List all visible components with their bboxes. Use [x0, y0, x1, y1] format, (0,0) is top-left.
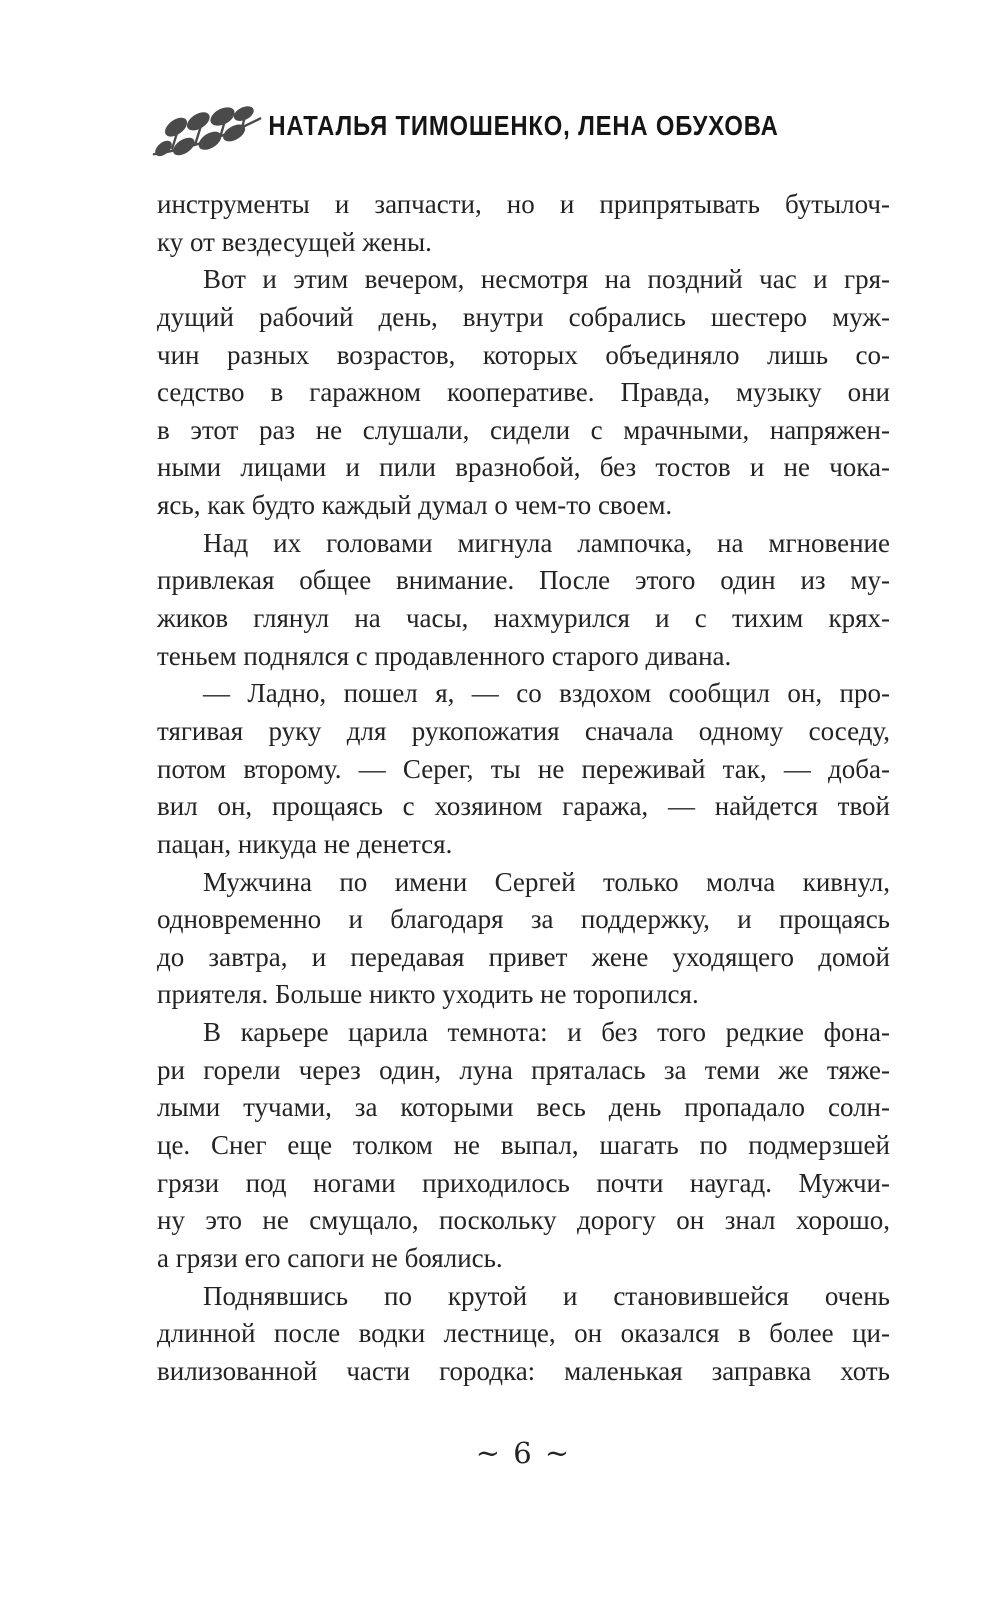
- text-line: а грязи его сапоги не боялись.: [157, 1242, 503, 1273]
- text-line: ку от вездесущей жены.: [157, 226, 432, 257]
- running-head-authors: НАТАЛЬЯ ТИМОШЕНКО, ЛЕНА ОБУХОВА: [268, 110, 779, 141]
- text-line: лыми тучами, за которыми весь день пропадало солн-: [157, 1092, 890, 1123]
- text-line: жиков глянул на часы, нахмурился и с тихим крях-: [157, 603, 890, 634]
- text-line: вилизованной части городка: маленькая заправка хоть: [157, 1355, 890, 1386]
- text-line: В карьере царила темнота: и без того редкие фона-: [203, 1017, 890, 1048]
- text-line: Мужчина по имени Сергей только молча кивнул,: [203, 866, 890, 897]
- text-line: ну это не смущало, поскольку дорогу он знал хорошо,: [157, 1205, 890, 1236]
- text-line: — Ладно, пошел я, — со вздохом сообщил он, про-: [203, 678, 890, 709]
- paragraph: [157, 864, 890, 1015]
- text-line: приятеля. Больше никто уходить не торопился.: [157, 979, 699, 1010]
- paragraph: [157, 1014, 890, 1277]
- paragraph: [157, 186, 890, 261]
- text-line: седство в гаражном кооперативе. Правда, музыку они: [157, 377, 890, 408]
- text-line: чин разных возрастов, которых объединяло лишь со-: [157, 339, 890, 370]
- text-line: тягивая руку для рукопожатия сначала одному соседу,: [157, 715, 890, 746]
- text-line: Поднявшись по крутой и становившейся очень: [203, 1280, 890, 1311]
- text-line: ясь, как будто каждый думал о чем-то своем.: [157, 490, 673, 521]
- text-line: привлекая общее внимание. После этого один из му-: [157, 565, 890, 596]
- text-line: ными лицами и пили вразнобой, без тостов и не чока-: [157, 452, 890, 483]
- text-line: ри горели через один, луна пряталась за теми же тяже-: [157, 1054, 890, 1085]
- page-header: [157, 96, 890, 168]
- paragraph: [157, 525, 890, 676]
- paragraph: [157, 1278, 890, 1391]
- paragraph: [157, 261, 890, 524]
- text-line: Над их головами мигнула лампочка, на мгновение: [203, 527, 890, 558]
- text-line: длинной после водки лестнице, он оказался в более ци-: [157, 1318, 890, 1349]
- text-line: пацан, никуда не денется.: [157, 828, 453, 859]
- text-line: теньем поднялся с продавленного старого дивана.: [157, 640, 732, 671]
- text-line: одновременно и благодаря за поддержку, и прощаясь: [157, 904, 890, 935]
- text-line: дущий рабочий день, внутри собрались шестеро муж-: [157, 301, 890, 332]
- page-number: ~ 6 ~: [475, 1436, 572, 1470]
- text-line: потом второму. — Серег, ты не переживай так, — доба-: [157, 753, 890, 784]
- text-line: вил он, прощаясь с хозяином гаража, — найдется твой: [157, 791, 890, 822]
- text-line: Вот и этим вечером, несмотря на поздний час и гря-: [203, 264, 890, 295]
- text-line: до завтра, и передавая привет жене уходящего домой: [157, 941, 890, 972]
- paragraph: [157, 675, 890, 863]
- text-line: инструменты и запчасти, но и припрятывать бутылоч-: [157, 189, 890, 219]
- text-line: це. Снег еще толком не выпал, шагать по подмерзшей: [157, 1130, 890, 1161]
- body-text: [157, 186, 890, 1391]
- text-line: в этот раз не слушали, сидели с мрачными, напряжен-: [157, 414, 890, 445]
- text-line: грязи под ногами приходилось почти наугад. Мужчи-: [157, 1167, 890, 1198]
